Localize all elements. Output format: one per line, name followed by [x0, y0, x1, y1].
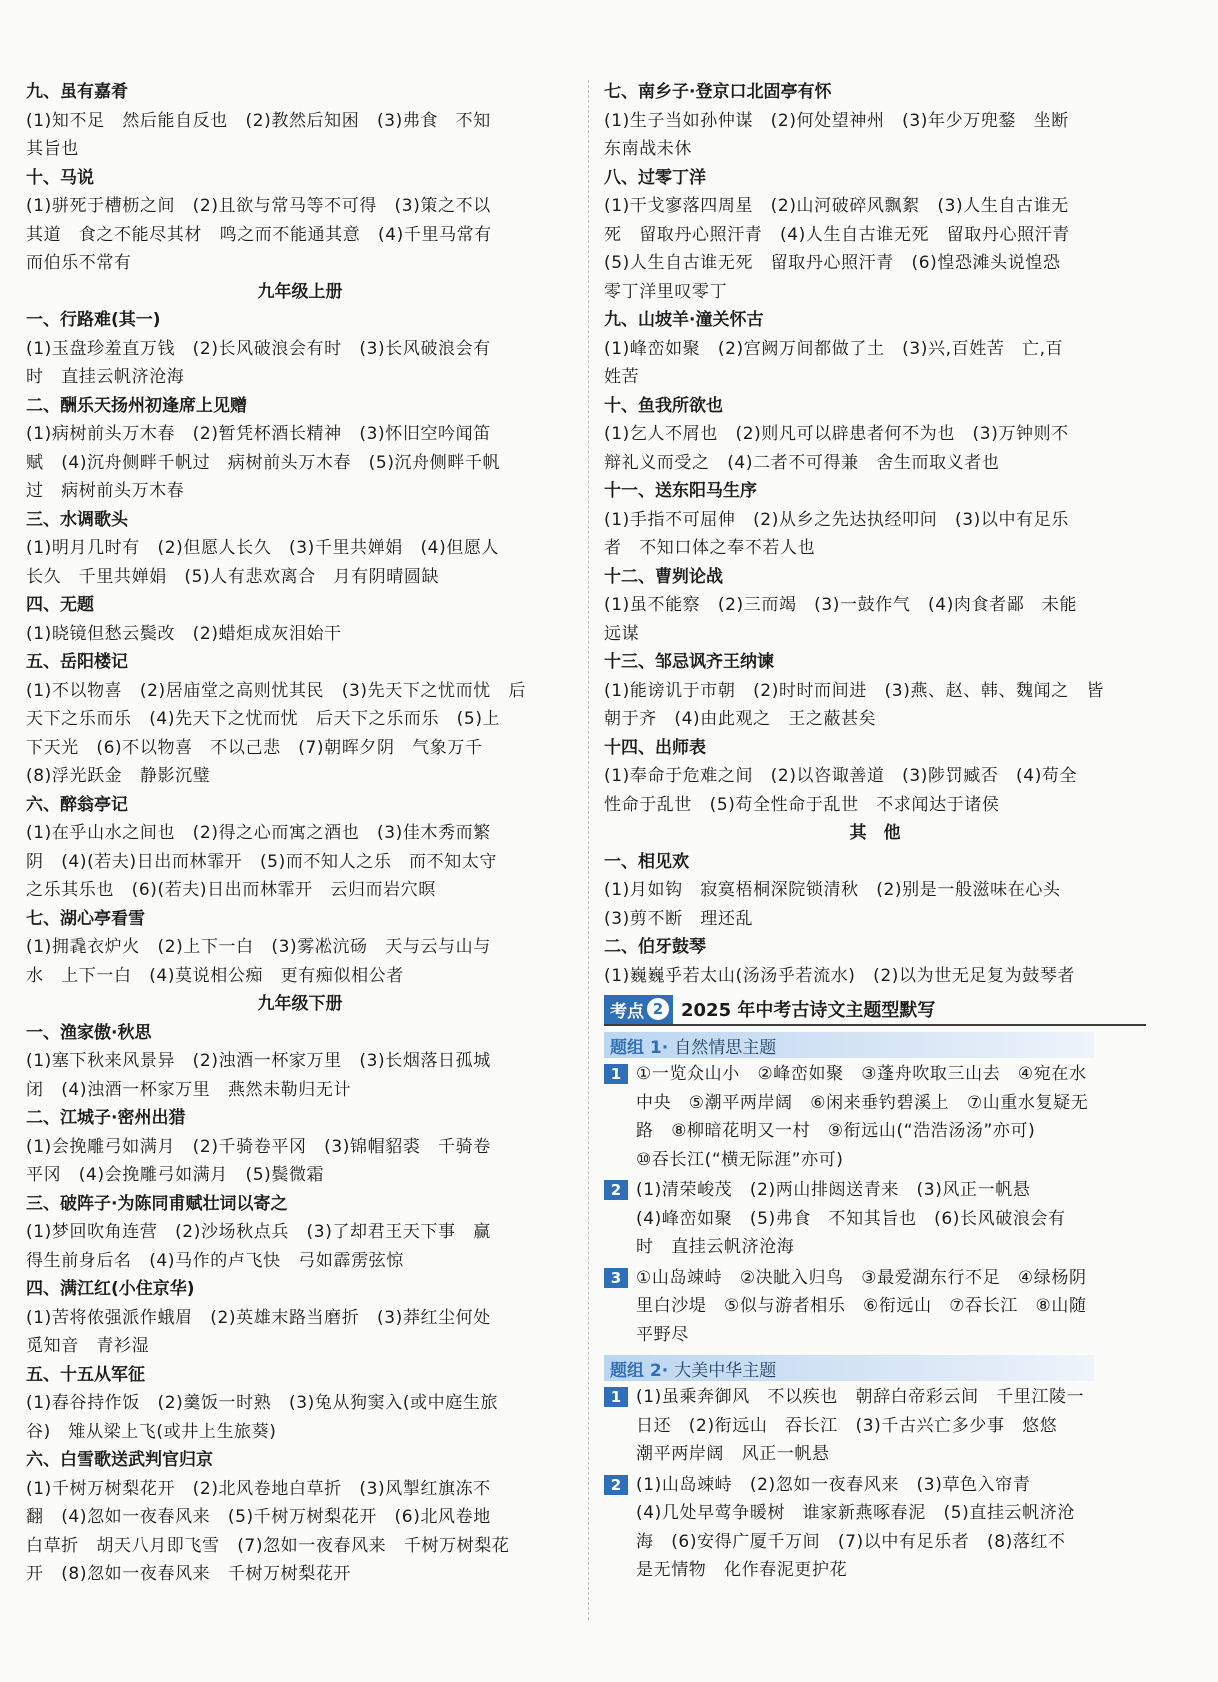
answer-line: 海 (6)安得广厦千万间 (7)以中有足乐者 (8)落红不	[636, 1531, 1066, 1552]
section-title: 二、江城子·密州出猎	[26, 1108, 186, 1128]
kaodian-tag	[604, 995, 673, 1024]
answer-line: 性命于乱世 (5)苟全性命于乱世 不求闻达于诸侯	[604, 794, 1000, 815]
answer-line: (4)几处早莺争暖树 谁家新燕啄春泥 (5)直挂云帆济沧	[636, 1503, 1075, 1523]
section-title: 六、醉翁亭记	[26, 794, 128, 815]
section-title: 三、水调歌头	[26, 509, 128, 530]
answer-line: (1)山岛竦峙 (2)忽如一夜春风来 (3)草色入帘青	[636, 1474, 1031, 1495]
answer-line: (1)晓镜但愁云鬓改 (2)蜡炬成灰泪始干	[26, 623, 342, 644]
answer-line: 时 直挂云帆济沧海	[636, 1237, 795, 1257]
answer-line: (1)能谤讥于市朝 (2)时时而间进 (3)燕、赵、韩、魏闻之 皆	[604, 680, 1105, 701]
grade-heading: 九年级下册	[257, 994, 343, 1014]
topic-group-title: 自然情思主题	[674, 1037, 777, 1058]
numbered-item	[604, 1060, 1146, 1174]
kaodian-label: 考点	[610, 1001, 644, 1022]
answer-line: (1)梦回吹角连营 (2)沙场秋点兵 (3)了却君王天下事 赢	[26, 1222, 491, 1242]
answer-line: (1)清荣峻茂 (2)两山排闼送青来 (3)风正一帆悬	[636, 1180, 1031, 1200]
answer-line: (1)乞人不屑也 (2)则凡可以辟患者何不为也 (3)万钟则不	[604, 424, 1069, 444]
topic-group-title: 大美中华主题	[674, 1360, 777, 1381]
answer-line: 朝于齐 (4)由此观之 王之蔽甚矣	[604, 709, 877, 729]
column-divider	[588, 80, 589, 1620]
answer-line: 而伯乐不常有	[26, 253, 132, 273]
answer-line: 其道 食之不能尽其材 鸣之而不能通其意 (4)千里马常有	[26, 224, 492, 245]
answer-line: 中央 ⑤潮平两岸阔 ⑥闲来垂钓碧溪上 ⑦山重水复疑无	[636, 1092, 1089, 1113]
section-title: 七、南乡子·登京口北固亭有怀	[604, 82, 832, 102]
answer-line: 天下之乐而乐 (4)先天下之忧而忧 后天下之乐而乐 (5)上	[26, 709, 501, 729]
right-column	[604, 78, 1146, 1585]
section-title: 一、相见欢	[604, 851, 689, 872]
section-title: 六、白雪歌送武判官归京	[26, 1450, 213, 1470]
section-title: 十二、曹刿论战	[604, 566, 723, 587]
section-title: 五、十五从军征	[26, 1364, 145, 1385]
item-body	[636, 1060, 1146, 1174]
section-title: 四、无题	[26, 595, 94, 615]
answer-line: 远谋	[604, 623, 640, 644]
section-title: 四、满江红(小住京华)	[26, 1279, 195, 1299]
answer-line: (1)巍巍乎若太山(汤汤乎若流水) (2)以为世无足复为鼓琴者	[604, 965, 1076, 986]
section-title: 十、鱼我所欲也	[604, 395, 723, 416]
kaodian-number: 2	[647, 998, 669, 1020]
section-title: 三、破阵子·为陈同甫赋壮词以寄之	[26, 1193, 288, 1214]
section-title: 十、马说	[26, 167, 94, 188]
item-body	[636, 1264, 1146, 1350]
answer-line: (8)浮光跃金 静影沉璧	[26, 766, 211, 786]
answer-line: 闭 (4)浊酒一杯家万里 燕然未勒归无计	[26, 1079, 352, 1100]
answer-line: (1)玉盘珍羞直万钱 (2)长风破浪会有时 (3)长风破浪会有	[26, 338, 491, 359]
answer-line: 开 (8)忽如一夜春风来 千树万树梨花开	[26, 1564, 352, 1584]
numbered-item	[604, 1383, 1146, 1469]
topic-group-label: 题组 1·	[610, 1037, 669, 1058]
topic-group-bar	[604, 1032, 1094, 1058]
section-title: 二、伯牙鼓琴	[604, 937, 706, 957]
answer-line: (1)不以物喜 (2)居庙堂之高则忧其民 (3)先天下之忧而忧 后	[26, 680, 527, 701]
item-number-badge: 2	[604, 1475, 628, 1495]
grade-heading: 九年级上册	[257, 281, 343, 302]
answer-line: 其旨也	[26, 139, 79, 159]
answer-line: (1)拥毳衣炉火 (2)上下一白 (3)雾凇沆砀 天与云与山与	[26, 937, 491, 957]
kaodian-title: 2025 年中考古诗文主题型默写	[681, 1000, 936, 1021]
answer-line: (1)病树前头万木春 (2)暂凭杯酒长精神 (3)怀旧空吟闻笛	[26, 424, 491, 444]
item-number-badge: 1	[604, 1064, 628, 1084]
answer-line: 姓苦	[604, 367, 640, 387]
answer-line: 者 不知口体之奉不若人也	[604, 538, 816, 558]
answer-line: (1)骈死于槽枥之间 (2)且欲与常马等不可得 (3)策之不以	[26, 196, 491, 216]
section-title: 十三、邹忌讽齐王纳谏	[604, 652, 774, 672]
answer-line: 时 直挂云帆济沧海	[26, 367, 185, 387]
answer-line: (1)虽不能察 (2)三而竭 (3)一鼓作气 (4)肉食者鄙 未能	[604, 595, 1078, 615]
answer-line: (1)塞下秋来风景异 (2)浊酒一杯家万里 (3)长烟落日孤城	[26, 1051, 491, 1071]
answer-line: 之乐其乐也 (6)(若夫)日出而林霏开 云归而岩穴暝	[26, 880, 436, 900]
section-title: 九、山坡羊·潼关怀古	[604, 310, 764, 330]
answer-line: 水 上下一白 (4)莫说相公痴 更有痴似相公者	[26, 965, 404, 986]
answer-line: (1)会挽雕弓如满月 (2)千骑卷平冈 (3)锦帽貂裘 千骑卷	[26, 1136, 491, 1157]
answer-line: 辩礼义而受之 (4)二者不可得兼 舍生而取义者也	[604, 452, 1000, 473]
item-body	[636, 1176, 1146, 1262]
section-title: 九、虽有嘉肴	[26, 82, 128, 102]
answer-line: (4)峰峦如聚 (5)弗食 不知其旨也 (6)长风破浪会有	[636, 1208, 1066, 1229]
item-body	[636, 1383, 1146, 1469]
answer-line: (1)月如钩 寂寞梧桐深院锁清秋 (2)别是一般滋味在心头	[604, 880, 1061, 900]
numbered-item	[604, 1264, 1146, 1350]
answer-line: 下天光 (6)不以物喜 不以己悲 (7)朝晖夕阴 气象万千	[26, 737, 483, 758]
answer-line: 里白沙堤 ⑤似与游者相乐 ⑥衔远山 ⑦吞长江 ⑧山随	[636, 1296, 1087, 1316]
section-title: 八、过零丁洋	[604, 167, 706, 188]
grade-heading: 其 他	[849, 823, 901, 843]
item-number-badge: 3	[604, 1268, 628, 1288]
answer-line: (1)手指不可屈伸 (2)从乡之先达执经叩问 (3)以中有足乐	[604, 509, 1069, 530]
answer-line: 死 留取丹心照汗青 (4)人生自古谁无死 留取丹心照汗青	[604, 224, 1070, 245]
answer-line: (1)苦将侬强派作蛾眉 (2)英雄末路当磨折 (3)莽红尘何处	[26, 1307, 491, 1328]
answer-line: (1)在乎山水之间也 (2)得之心而寓之酒也 (3)佳木秀而繁	[26, 823, 491, 843]
answer-line: 路 ⑧柳暗花明又一村 ⑨衔远山(“浩浩汤汤”亦可)	[636, 1121, 1036, 1141]
answer-line: 阴 (4)(若夫)日出而林霏开 (5)而不知人之乐 而不知太守	[26, 851, 498, 872]
item-body	[636, 1471, 1146, 1585]
answer-line: 赋 (4)沉舟侧畔千帆过 病树前头万木春 (5)沉舟侧畔千帆	[26, 452, 501, 473]
answer-line: 平冈 (4)会挽雕弓如满月 (5)鬓微霜	[26, 1165, 325, 1185]
section-title: 七、湖心亭看雪	[26, 908, 145, 929]
numbered-item	[604, 1176, 1146, 1262]
answer-line: 翻 (4)忽如一夜春风来 (5)千树万树梨花开 (6)北风卷地	[26, 1507, 491, 1527]
answer-line: (1)峰峦如聚 (2)宫阙万间都做了土 (3)兴,百姓苦 亡,百	[604, 338, 1064, 359]
answer-line: (1)千树万树梨花开 (2)北风卷地白草折 (3)风掣红旗冻不	[26, 1478, 491, 1499]
answer-line: ⑩吞长江(“横无际涯”亦可)	[636, 1149, 844, 1170]
section-title: 一、渔家傲·秋思	[26, 1022, 152, 1043]
section-title: 十四、出师表	[604, 737, 706, 758]
answer-line: 日还 (2)衔远山 吞长江 (3)千古兴亡多少事 悠悠	[636, 1415, 1058, 1436]
answer-line: (1)干戈寥落四周星 (2)山河破碎风飘絮 (3)人生自古谁无	[604, 196, 1069, 216]
answer-line: 觅知音 青衫湿	[26, 1336, 150, 1356]
answer-line: 是无情物 化作春泥更护花	[636, 1560, 848, 1580]
answer-line: (5)人生自古谁无死 留取丹心照汗青 (6)惶恐滩头说惶恐	[604, 253, 1061, 273]
answer-line: ①山岛竦峙 ②决眦入归鸟 ③最爱湖东行不足 ④绿杨阴	[636, 1267, 1087, 1288]
topic-group-label: 题组 2·	[610, 1360, 669, 1381]
numbered-item	[604, 1471, 1146, 1585]
answer-line: 白草折 胡天八月即飞雪 (7)忽如一夜春风来 千树万树梨花	[26, 1535, 510, 1556]
section-title: 一、行路难(其一)	[26, 310, 161, 330]
answer-line: 平野尽	[636, 1324, 689, 1345]
item-number-badge: 2	[604, 1180, 628, 1200]
section-title: 五、岳阳楼记	[26, 652, 128, 672]
answer-line: 潮平两岸阔 风正一帆悬	[636, 1444, 830, 1464]
answer-line: (1)生子当如孙仲谋 (2)何处望神州 (3)年少万兜鍪 坐断	[604, 110, 1069, 131]
answer-line: (3)剪不断 理还乱	[604, 908, 754, 929]
answer-line: 过 病树前头万木春	[26, 481, 185, 501]
section-title: 二、酬乐天扬州初逢席上见赠	[26, 395, 247, 416]
answer-line: (1)知不足 然后能自反也 (2)教然后知困 (3)弗食 不知	[26, 110, 491, 131]
answer-line: 谷) 雉从梁上飞(或井上生旅葵)	[26, 1421, 277, 1442]
answer-line: (1)明月几时有 (2)但愿人长久 (3)千里共婵娟 (4)但愿人	[26, 538, 500, 558]
kaodian-header	[604, 994, 1146, 1026]
left-column	[26, 78, 574, 1589]
item-number-badge: 1	[604, 1387, 628, 1407]
answer-line: (1)虽乘奔御风 不以疾也 朝辞白帝彩云间 千里江陵一	[636, 1387, 1085, 1407]
topic-group-bar	[604, 1355, 1094, 1381]
answer-line: 得生前身后名 (4)马作的卢飞快 弓如霹雳弦惊	[26, 1250, 404, 1271]
answer-line: 长久 千里共婵娟 (5)人有悲欢离合 月有阴晴圆缺	[26, 566, 440, 587]
section-title: 十一、送东阳马生序	[604, 481, 757, 501]
answer-line: 东南战未休	[604, 139, 692, 159]
answer-line: 零丁洋里叹零丁	[604, 281, 728, 302]
answer-line: (1)舂谷持作饭 (2)羹饭一时熟 (3)兔从狗窦入(或中庭生旅	[26, 1393, 499, 1413]
answer-line: ①一览众山小 ②峰峦如聚 ③蓬舟吹取三山去 ④宛在水	[636, 1064, 1087, 1084]
answer-line: (1)奉命于危难之间 (2)以咨诹善道 (3)陟罚臧否 (4)苟全	[604, 766, 1078, 786]
